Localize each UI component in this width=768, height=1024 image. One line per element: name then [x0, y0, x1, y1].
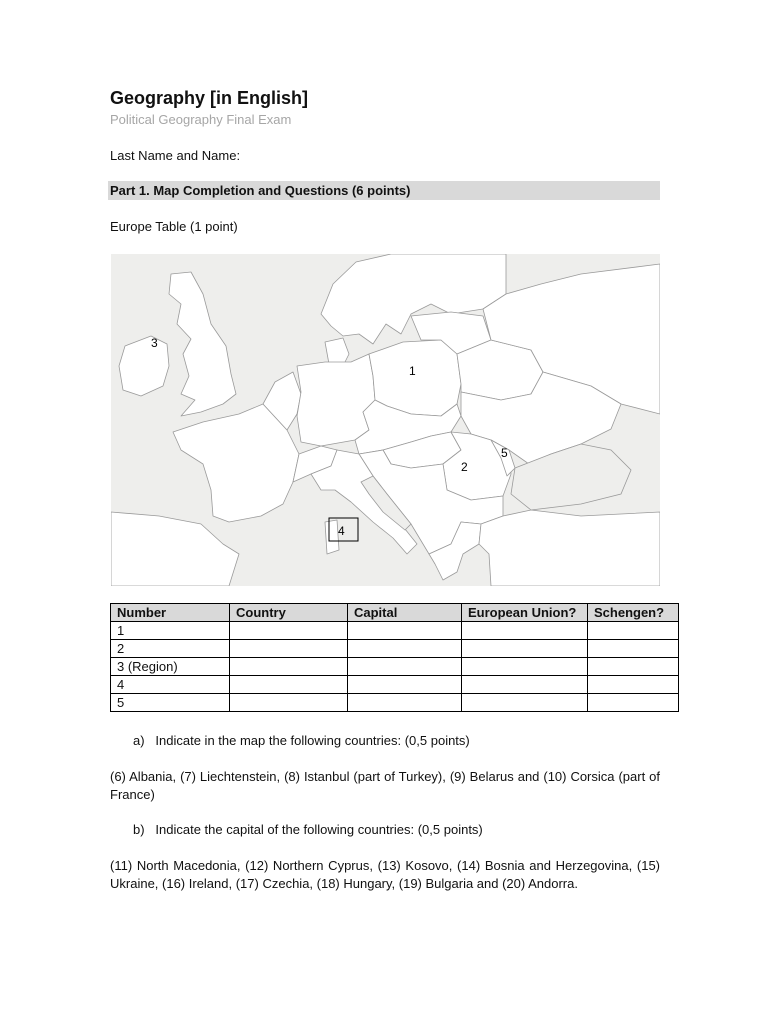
- header-country: Country: [230, 604, 348, 622]
- question-a-list: (6) Albania, (7) Liechtenstein, (8) Istanbul (part of Turkey), (9) Belarus and (10) Corsica (part of France): [110, 769, 660, 802]
- europe-map: [111, 254, 660, 586]
- eu-cell[interactable]: [462, 658, 588, 676]
- schengen-cell[interactable]: [588, 658, 679, 676]
- map-iberia: [111, 512, 239, 586]
- country-cell[interactable]: [230, 622, 348, 640]
- capital-cell[interactable]: [348, 694, 462, 712]
- part1-heading-bar: [108, 181, 660, 200]
- row-number: 3 (Region): [111, 658, 230, 676]
- header-number: Number: [111, 604, 230, 622]
- row-number: 5: [111, 694, 230, 712]
- map-turkey: [479, 510, 660, 586]
- table-row: [111, 676, 679, 694]
- map-marker-1: 1: [409, 364, 416, 378]
- header-capital: Capital: [348, 604, 462, 622]
- schengen-cell[interactable]: [588, 694, 679, 712]
- country-cell[interactable]: [230, 676, 348, 694]
- header-eu: European Union?: [462, 604, 588, 622]
- capital-cell[interactable]: [348, 676, 462, 694]
- schengen-cell[interactable]: [588, 622, 679, 640]
- question-a-marker: a): [133, 733, 145, 748]
- map-marker-5: 5: [501, 446, 508, 460]
- map-great-britain: [169, 272, 236, 416]
- name-label: Last Name and Name:: [110, 148, 241, 163]
- map-germany: [297, 354, 375, 446]
- map-sardinia: [325, 520, 339, 554]
- capital-cell[interactable]: [348, 658, 462, 676]
- header-schengen: Schengen?: [588, 604, 679, 622]
- question-a-text: Indicate in the map the following countries: (0,5 points): [155, 733, 470, 748]
- document-subtitle: Political Geography Final Exam: [110, 112, 292, 127]
- country-cell[interactable]: [230, 694, 348, 712]
- eu-cell[interactable]: [462, 676, 588, 694]
- capital-cell[interactable]: [348, 640, 462, 658]
- question-b: [133, 822, 483, 837]
- question-b-text: Indicate the capital of the following countries: (0,5 points): [155, 822, 483, 837]
- eu-cell[interactable]: [462, 622, 588, 640]
- schengen-cell[interactable]: [588, 676, 679, 694]
- table-row: [111, 640, 679, 658]
- question-a: [133, 733, 470, 748]
- table-row: [111, 622, 679, 640]
- map-marker-3: 3: [151, 336, 158, 350]
- eu-cell[interactable]: [462, 694, 588, 712]
- map-marker-2: 2: [461, 460, 468, 474]
- capital-cell[interactable]: [348, 622, 462, 640]
- europe-table-label: Europe Table (1 point): [110, 219, 238, 234]
- question-b-marker: b): [133, 822, 145, 837]
- row-number: 1: [111, 622, 230, 640]
- row-number: 2: [111, 640, 230, 658]
- row-number: 4: [111, 676, 230, 694]
- schengen-cell[interactable]: [588, 640, 679, 658]
- eu-cell[interactable]: [462, 640, 588, 658]
- europe-table: [110, 603, 679, 712]
- table-header-row: [111, 604, 679, 622]
- table-row: [111, 658, 679, 676]
- map-marker-4: 4: [338, 524, 345, 538]
- question-b-list: (11) North Macedonia, (12) Northern Cyprus, (13) Kosovo, (14) Bosnia and Herzegovina, (15) Ukraine, (16) Ireland, (17) Czechia, (18) Hungary, (19) Bulgaria and (20) Andorra.: [110, 858, 660, 891]
- document-title: Geography [in English]: [110, 88, 309, 108]
- map-ireland: [119, 336, 169, 396]
- table-row: [111, 694, 679, 712]
- part1-heading: Part 1. Map Completion and Questions (6 points): [110, 183, 411, 198]
- europe-map-svg: [111, 254, 660, 586]
- country-cell[interactable]: [230, 640, 348, 658]
- country-cell[interactable]: [230, 658, 348, 676]
